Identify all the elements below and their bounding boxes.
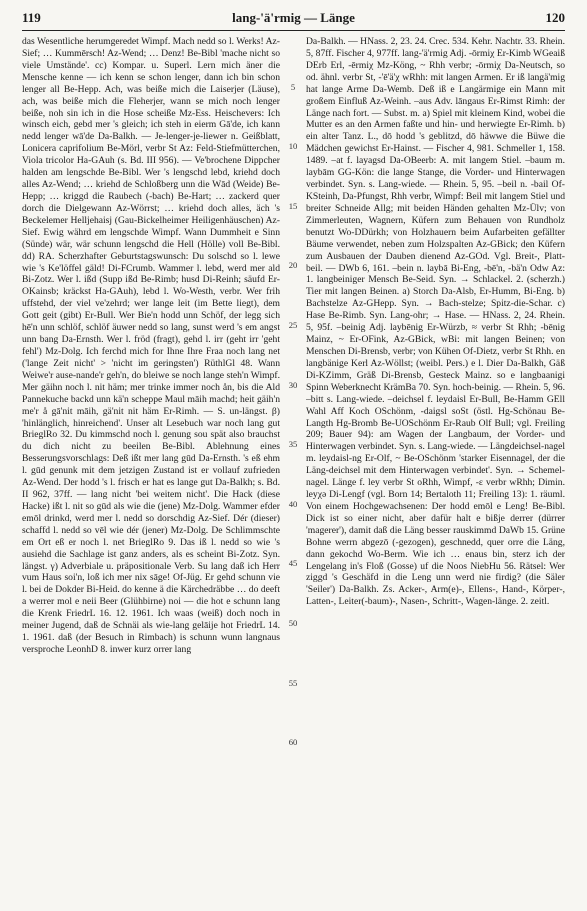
line-number: 20 xyxy=(288,260,298,270)
line-number-gutter xyxy=(282,36,304,901)
line-number: 40 xyxy=(288,499,298,509)
line-number: 15 xyxy=(288,201,298,211)
line-number: 10 xyxy=(288,141,298,151)
line-number: 25 xyxy=(288,320,298,330)
page-number-right: 120 xyxy=(545,10,565,25)
left-column xyxy=(22,36,280,901)
right-column xyxy=(306,36,565,901)
line-number: 35 xyxy=(288,439,298,449)
line-number: 45 xyxy=(288,558,298,568)
header-rule xyxy=(22,30,565,31)
page-number-left: 119 xyxy=(22,10,41,25)
left-column-text: das Wesentliche herumgeredet Wimpf. Mach nedd so l. Werks! Az-Sief; … Kummērsch! Az-Wend; … Denz! Be-Bibl 'mache nicht so viele Umstände'. cc) Kompar. u. Superl. Lern mich äner die Mensche kenne — ich kenn se schon lenger, dann ich bin schon lenger all Be-Hepp. Ach, was beiße mich die Laiserjer (Läuse), ach, was beiße mich die Fleherjer, wann se mich noch lenger beiße, noh sin ich in die Hose scheiße Mz-Ess. Heischevers: Ich winsch eich, gebd mer 's gleich; ich steh in eierm Gā'de, ich kann nedd lenger wā'de Da-Balkh. — Je-lenger-je-liewer n. Geißblatt, Lonicera caprifolium Be-Mörl, verbr St Az: Feld-Stiefmütterchen, Viola tricolor Ha-GAuh (s. Bd. III 956). — Ve'brochene Dippcher halden am lengschde Be-Bibl. Wer 's lengschd lebd, kriehd doch alles Az-Wend; … kriehd de Schloßberg unn die Wād (Weide) Be-Hepp; … kriggd die Raubech (-bach) Be-Hart; … zackerd quer dorch die Dielgewann Az-Wörrst; … kriehd doch alles, äch 's Beckelemer Helljehaisj (Gau-Bickelheimer Heiligenhäuschen) Az-Sief. Ewig währd em lengschde Wimpf. Wann Dummheit e Sinn (Sünde) wär, wär schunn lengschd die Hell (Hölle) voll Be-Bibl. dd) RA. Scherzhafter Geburtstagswunsch: Du solschd so l. lewe wie 's Ke'löffel gäld! Di-FCrumb. Wammer l. lebd, werd mer ald Bi-Zotz. Wer l. ißd (Supp ißd Be-Rimb; husd Di-Reinh; säufd Er-OKainsb; kräckst Ha-GAuh), lebd l. Wo-Westh, verbr. Wer frih uffstehd, der viel ve'zehrd; wer lange leit (im Bette liegt), dem Gott geit (gibt) Er-Bull. Wer Bie'n hodd unn Schöf, der legg sich hē'n unn schlöf, schlöf äuwer nedd so lang, sunst werd 's em angst unn bang Da-Ernsth. Wer l. fröd (fragt), gehd l. irr (geht irr 'geht fehl') Mz-Dolg. Ich ferchd mich for Ihne Ihre Fraa noch lang net ('lange Zeit nicht' > 'nicht im geringsten') RüthlGl 48. Wann Weiwe'r ause-nande'r geh'n, do bleiwe se noch lange steh'n Wimpf. Mer gäihn noch l. nit häm; mer trinke immer noch ån, bis die Ald Pannekuche backd unn kä'n scheppe Maul māih machd; heit gäih'n me'r å gā'nit māih, gä'nit nit häm Er-Rimh. — S. un-längst. β) 'hinlänglich, hinreichend'. Unser alt Lesebuch war noch lang gut BrieglRo 32. Du kimmschd noch l. genung sou spät also brauchst du dich nicht zu beeilen Be-Bibl. Ablehnung eines Besserungsvorschlags: Deß ißt mer lang gūd Da-Ernsth. 's eß ehm l. gūd genunk mit dem jetzigen Zustand ist er vollauf zufrieden Az-Wend. Der hodd 's l. frisch er hat es lange gut Da-Balkh; s. Bd. II 962, 37ff. — lang nicht 'bei weitem nicht'. Die Hack (diese Hacke) ißt l. nit so gūd als wie die (jene) Mz-Dolg. Wammer efder emōl drinkd, werd mer l. nedd so dorschdig Az-Sief. Dér (dieser) schaffd l. nedd so vēl wie dér (jener) Mz-Dolg. De Schlimmschte em Ort eß er noch l. net BrieglRo 9. Das iß l. nedd so wie 's ausiehd die Sachlage ist ganz anders, als es scheint Bi-Zotz. Syn. längst. γ) Adverbiale u. präpositionale Verb. Su lang daß ich Herr vum Haus soi'n, loß ich mer nix sāge! Of-Jüg. Er gehd schunn vie l. bei de Dokder Bi-Heid. do kenne ä die Kärchedräbbe … do deeft a werrer mol e neii Beer (Glühbirne) noi — die hot e schunn lang die Krenk FriedrL 16. 12. 1961. Ich waas (weiß) doch noch in meiner Jugend, daß de Schnäi als wie-lang gelāije hot FriedrL 14. 1. 1961. daß (der Besuch in Rimbach) is schunn wunn langnaus versproche LeonhD 8. inwer kurz orrer lang xyxy=(22,36,280,656)
right-column-text: Da-Balkh. — HNass. 2, 23. 24. Crec. 534. Kehr. Nachtr. 33. Rhein. 5, 87ff. Fischer 4, 977ff. lang-'ä'rmig Adj. -ōrmiχ Er-Kimb WGeaiß DErb Erl, -ērmiχ Mz-Köng, ~ Rhh verbr; -ōrmiχ Da-Neutsch, so od. ähnl. verbr St, -'ē'ä'χ wRhh: mit langen Armen. Er iß langä'mig hat lange Arme Da-Wemb. Deß iß e Langärmige ein Mann mit großem Einfluß Az-Weinh. –aus Adv. lāngaus Er-Rimst Rimh: der Länge nach fort. — Subst. m. a) Spiel mit kleinem Kind, wobei die Mutter es an den Armen faßte und hin- und herwiegte Er-Rimh. b) ein alter Tanz. L., dō hodd 's geblitzd, dō häwwe die Büwe die Mädchen gewichst Er-Hainst. — Fischer 4, 981. Schmeller 1, 158. 1489. –at f. layagsd Da-OBeerb: A. mit langem Stiel. –baum m. laybām GG-Kön: die lange Stange, die Vorder- und Hinterwagen verbindet. Syn. s. Lang-wiede. — Rhein. 5, 95. –beil n. -bail Of-KSteinh, Da-Pfungst, Rhh verbr, Wimpf: Beil mit langem Stiel und breiter Schneide Allg; mit beiden Händen gehalten Mz-Ülv; von Zimmerleuten, Wagnern, Küfern zum Behauen von Rundholz benutzt Wo-DDürkh; von Holzhauern beim Aufarbeiten gefällter Bäume verwendet, neben zum Holzspalten Az-GBick; den Küfern zum Ausbauen der Dauben dienend Az-GOd. Vgl. Breit-, Platt-beil. — DWb 6, 161. –bein n. laybā Bi-Eng, -bē'n, -bä'n Odw Az: 1. langbeiniger Mensch Be-Seid. Syn. → Schlackel. 2. (scherzh.) Tier mit langen Beinen. a) Storch Da-Alsb, Er-Humm, Bi-Eng. b) Bachstelze Az-GHepp. Syn. → Bach-stelze; Spitz-die-Schar. c) Hase Be-Rimb. Syn. Lang-ohr; → Hase. — HNass. 2, 24. Rhein. 5, 95f. –beinig Adj. laybēnig Er-Würzb, ≈ verbr St Rhh; -bēnig Mainz, ~ Er-OFink, Az-GBick, wBi: mit langen Beinen; von Menschen Di-Brensb, verbr; von Kühen Of-Dietz, verbr St Rhh. en langbänige Kerl Az-Wöllst; (weibl. Pers.) e l. Dier Da-Balkh, Gäß Di-KZimm, Gräß Di-Brensb, Gesteck Mainz. so e langbaanigi Spinn Weberknecht KrämBa 70. Syn. hoch-beinig. — Rhein. 5, 96. –bitt s. Lang-wiede. –deichsel f. leydaisl Er-Bull, Be-Hamm GEll Wahl Aff Koch OSchönm, -daigsl soSt (östl. Hg-Schönau Be-Langth Hg-Bromb Be-UOSchönm Er-Raub Olf Bull; vgl. Freiling 209; Bauer 94): am Wagen der Langbaum, der Vorder- und Hinterwagen verbindet. Syn. s. Lang-wiede. — Längdeichsel-nagel m. leydaisl-ng Er-Olf, ~ Be-OSchönm 'starker Eisennagel, der die Läng-deichsel mit dem Hinterwagen verbindet'. Syn. → Schemel-nagel. Länge f. ley verbr St oRhh, Wimpf, -ε verbr wRhh; Dimin. leyχə Di-Lengf (vgl. Born 14; Bertaloth 11; Freiling 13): 1. räuml. Von einem Hochgewachsenen: Der hodd emōl e Leng! Be-Bibl. Dick ist so einer nicht, aber dafür halt e bißje derrer (dürrer 'magerer'), damit daß die Läng besser rauskimmd DaWb 15. Grüne Bohne werrn abgezō (-gezogen), geschnedd, quer orre die Läng, dann gekochd Wo-Berm. Wie ich … enaus bin, sterz ich der Lengelang in's Floß (Gosse) uf die Noos NiebHu 56. Rätsel: Wer ziggd 's Geschäfd in die Leng unn werd nie firdig? (die Säler 'Seiler') Da-Balkh. Zs. Acker-, Arm(e)-, Ellens-, Hand-, Körper-, Latten-, Leiter(-baum)-, Nasen-, Schritt-, Wagen-länge. 2. zeitl. xyxy=(306,36,565,608)
page-header xyxy=(22,10,565,28)
line-number: 60 xyxy=(288,737,298,747)
running-head: lang-'ä'rmig — Länge xyxy=(232,10,355,25)
line-number: 5 xyxy=(290,82,296,92)
line-number: 30 xyxy=(288,380,298,390)
line-number: 55 xyxy=(288,678,298,688)
line-number: 50 xyxy=(288,618,298,628)
